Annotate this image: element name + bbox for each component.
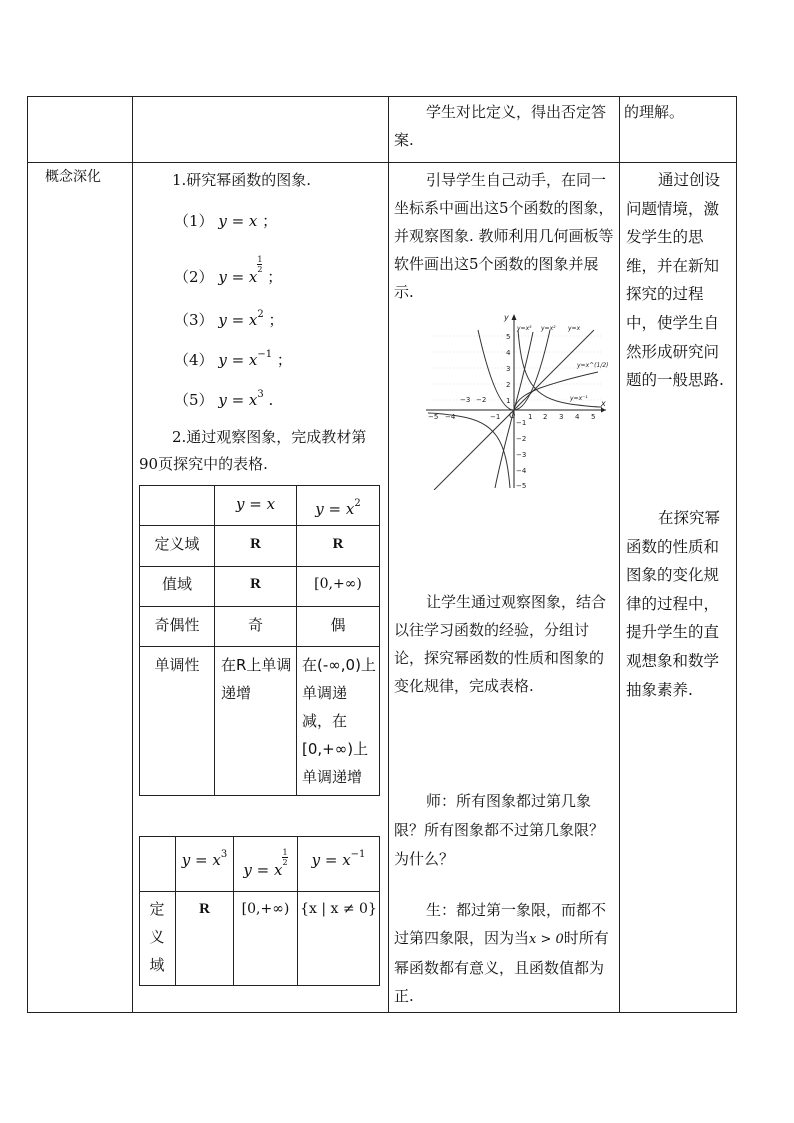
y-axis-label: y	[504, 313, 509, 322]
svg-text:3: 3	[559, 413, 564, 421]
table1-row-label: 值域	[161, 575, 192, 593]
power-function-graph	[420, 310, 610, 490]
table1-cell: 在R上单调递增	[221, 656, 292, 702]
table1-cell: R	[332, 536, 344, 552]
svg-text:1: 1	[506, 397, 511, 405]
row1-col3-text: 学生对比定义，得出否定答案.	[394, 103, 607, 149]
x-axis-label: x	[601, 399, 606, 408]
teacher-question: 师：所有图象都过第几象限？所有图象都不过第几象限？为什么？	[394, 792, 605, 868]
label-y-x2: y=x²	[541, 325, 556, 332]
task-1-heading: 1.研究幂函数的图象.	[172, 171, 312, 189]
svg-text:−4: −4	[516, 467, 527, 475]
table2-row-label: 定义域	[149, 900, 165, 974]
svg-text:3: 3	[506, 365, 511, 373]
table1-row-label: 定义域	[154, 535, 200, 553]
svg-text:−1: −1	[516, 419, 527, 427]
table1-header-y-x: y = x	[235, 495, 276, 513]
curve-labels	[516, 325, 609, 402]
curve-y-sqrt	[514, 372, 598, 410]
table1-cell: 在(-∞,0)上单调递减，在[0,+∞)上单调递增	[302, 656, 376, 786]
table2-cell: {x | x ≠ 0}	[300, 901, 377, 917]
function-5: （5） $y = x^3$ .	[174, 389, 274, 409]
table-border-row-divider	[27, 162, 737, 163]
function-2: （2） y = x $\frac{1}{2}$ ；	[174, 255, 283, 286]
label-y-inv: y=x⁻¹	[570, 395, 588, 402]
row1-col4-text: 的理解。	[624, 103, 685, 121]
table1-cell: R	[250, 576, 261, 592]
label-y-sqrt: y=x^(1/2)	[577, 362, 609, 369]
table1-cell: [0,+∞)	[314, 576, 362, 592]
table2-header-y-inv: $y = x^{-1}$	[311, 849, 366, 869]
svg-text:−1: −1	[490, 413, 501, 421]
guide-paragraph-1: 引导学生自己动手，在同一坐标系中画出这5个函数的图象，并观察图象. 教师利用几何画板等软件画出这5个函数的图象并展示.	[394, 171, 614, 301]
student-answer: 生：都过第一象限，而都不过第四象限，因为当x > 0时所有幂函数都有意义，且函数值都为正.	[394, 901, 609, 1005]
table1-cell: R	[250, 536, 261, 552]
svg-text:−5: −5	[516, 482, 527, 490]
svg-text:−5: −5	[428, 413, 439, 421]
table1-cell: 奇	[247, 616, 263, 634]
table-border-top	[27, 96, 737, 97]
svg-text:−3: −3	[460, 396, 471, 404]
table-col-divider-1	[132, 96, 133, 1013]
table2-header-y-sqrt: y = x $\frac{1}{2}$	[243, 848, 288, 879]
intent-paragraph-1: 通过创设问题情境，激发学生的思维，并在新知探究的过程中，使学生自然形成研究问题的一般思路.	[626, 171, 724, 390]
function-3: （3） $y = x^2$ ；	[174, 309, 284, 329]
svg-text:2: 2	[506, 381, 511, 389]
function-1: （1） y = x ；	[174, 212, 278, 230]
svg-text:2: 2	[543, 413, 548, 421]
label-y-x: y=x	[568, 325, 581, 332]
table1-row-label: 奇偶性	[154, 616, 200, 634]
table-border-left	[27, 96, 28, 1013]
svg-text:−3: −3	[516, 451, 527, 459]
svg-text:−2: −2	[516, 435, 527, 443]
svg-text:4: 4	[575, 413, 580, 421]
guide-paragraph-2: 让学生通过观察图象，结合以往学习函数的经验，分组讨论，探究幂函数的性质和图象的变化规律，完成表格.	[394, 593, 607, 695]
svg-text:4: 4	[506, 349, 511, 357]
task-2-line2: 90页探究中的表格.	[139, 455, 268, 473]
svg-text:−2: −2	[476, 396, 487, 404]
table-border-right	[736, 96, 737, 1013]
table1-cell: 偶	[330, 616, 346, 634]
svg-text:5: 5	[506, 333, 511, 341]
intent-paragraph-2: 在探究幂函数的性质和图象的变化规律的过程中，提升学生的直观想象和数学抽象素养.	[626, 509, 721, 699]
table2-cell: [0,+∞)	[241, 901, 290, 917]
table-col-divider-2	[388, 96, 389, 1013]
origin-label: O	[509, 411, 516, 420]
table2-cell: R	[199, 901, 210, 917]
table-border-bottom	[27, 1012, 737, 1013]
table-col-divider-3	[619, 96, 620, 1013]
function-4: （4） $y = x^{-1}$ ；	[174, 349, 292, 369]
stage-label: 概念深化	[45, 169, 101, 185]
svg-text:5: 5	[591, 413, 596, 421]
label-y-x3: y=x³	[517, 325, 532, 332]
table2-header-y-x3: $y = x^3$	[181, 849, 228, 869]
svg-text:−4: −4	[445, 413, 456, 421]
svg-text:1: 1	[528, 413, 533, 421]
table1-row-label: 单调性	[154, 656, 200, 674]
task-2-line1: 2.通过观察图象，完成教材第	[172, 428, 367, 446]
table1-header-y-x2: $y = x^2$	[315, 498, 361, 518]
